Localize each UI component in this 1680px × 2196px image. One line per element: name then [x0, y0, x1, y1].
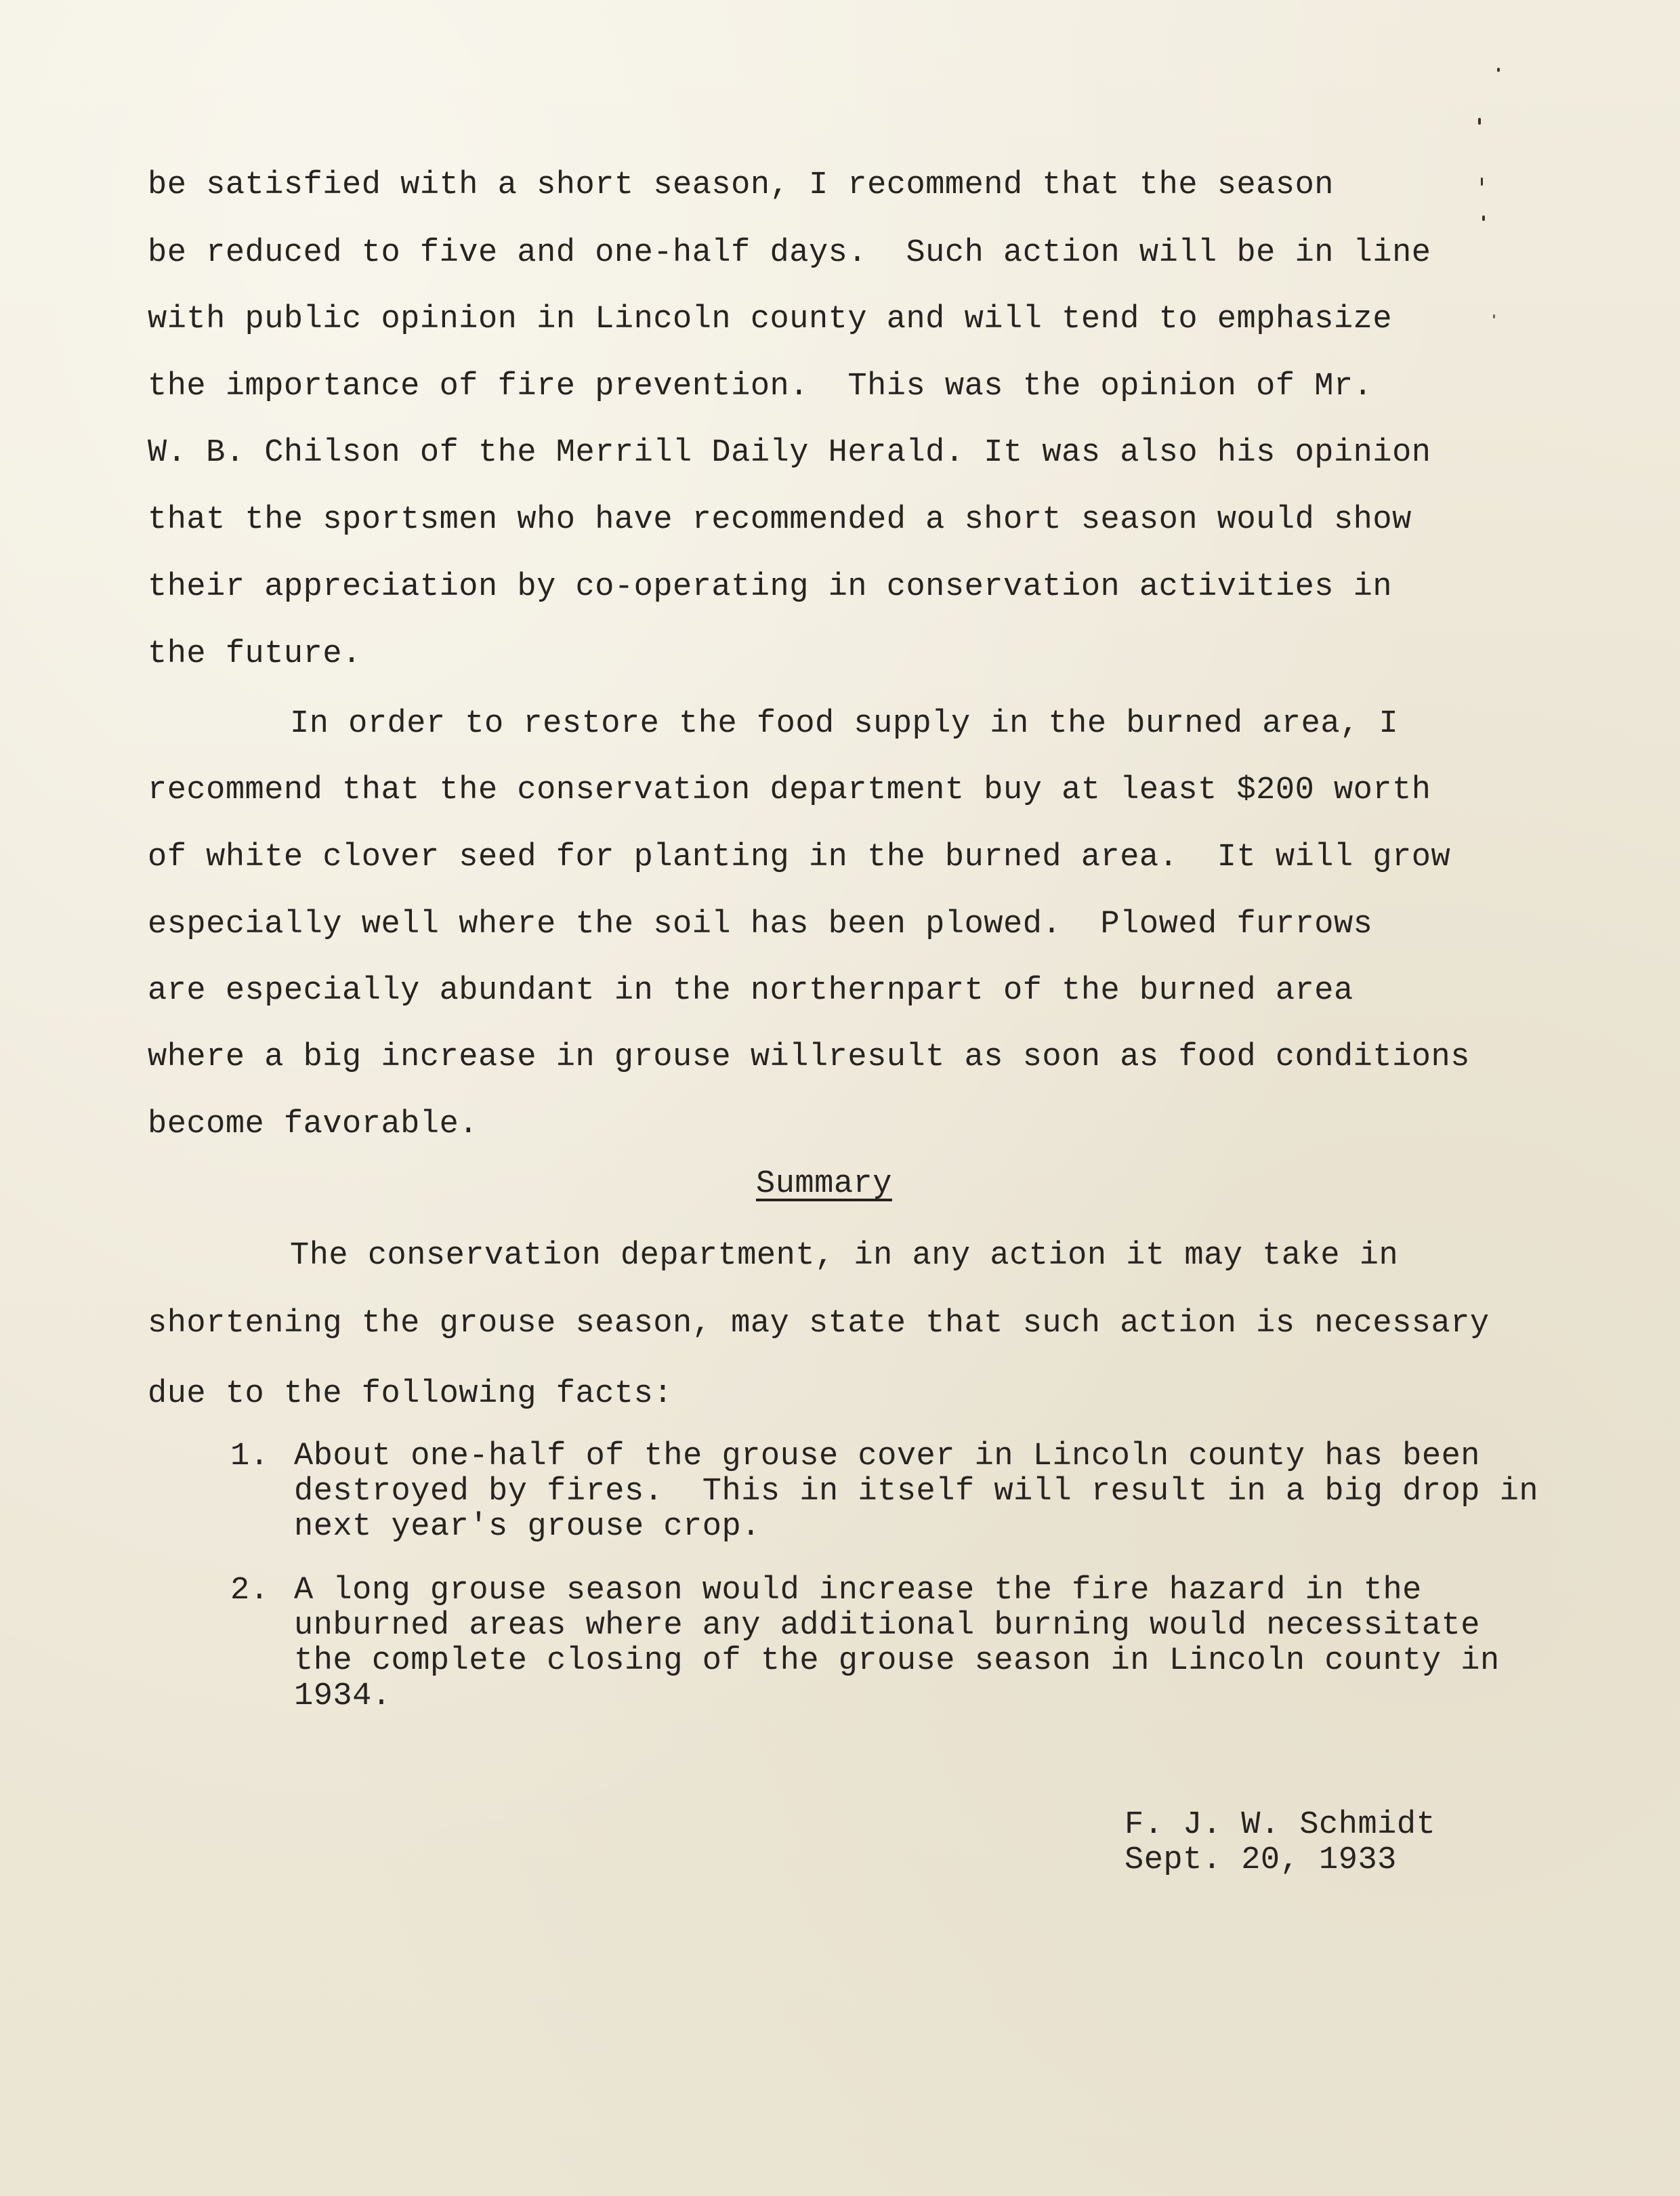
fact-number: 2.: [230, 1573, 270, 1609]
paragraph-line: that the sportsmen who have recommended a short season would show: [148, 502, 1412, 538]
signature-date: Sept. 20, 1933: [1125, 1842, 1397, 1878]
fact-line: A long grouse season would increase the fire hazard in the: [294, 1573, 1422, 1609]
fact-line: unburned areas where any additional burning would necessitate: [294, 1608, 1480, 1644]
paragraph-line: W. B. Chilson of the Merrill Daily Herald. It was also his opinion: [148, 435, 1431, 471]
paragraph-line: the importance of fire prevention. This was the opinion of Mr.: [148, 369, 1373, 405]
paragraph-line: with public opinion in Lincoln county and will tend to emphasize: [148, 302, 1393, 337]
paragraph-line: become favorable.: [148, 1106, 478, 1142]
summary-heading: Summary: [756, 1166, 892, 1202]
paragraph-line: the future.: [148, 636, 362, 672]
paragraph-line: recommend that the conservation department buy at least $200 worth: [148, 772, 1431, 808]
paragraph-line: be satisfied with a short season, I recommend that the season: [148, 167, 1334, 203]
paragraph-line: In order to restore the food supply in the burned area, I: [290, 706, 1399, 742]
paragraph-line: be reduced to five and one-half days. Such action will be in line: [148, 235, 1431, 271]
paragraph-line: where a big increase in grouse willresult as soon as food conditions: [148, 1039, 1470, 1075]
fact-number: 1.: [230, 1438, 270, 1474]
fact-line: destroyed by fires. This in itself will result in a big drop in: [294, 1474, 1539, 1510]
fact-line: next year's grouse crop.: [294, 1509, 761, 1545]
paper-speck: [1478, 118, 1481, 125]
paper-speck: [1493, 314, 1495, 318]
signature-name: F. J. W. Schmidt: [1125, 1807, 1436, 1843]
fact-line: About one-half of the grouse cover in Lincoln county has been: [294, 1438, 1480, 1474]
fact-text: [294, 1573, 1622, 1714]
paper-speck: [1481, 178, 1483, 186]
paragraph-line: of white clover seed for planting in the burned area. It will grow: [148, 840, 1451, 875]
summary-intro-line: due to the following facts:: [148, 1376, 673, 1412]
fact-text: [294, 1439, 1622, 1545]
paper-speck: [1497, 68, 1500, 72]
fact-line: the complete closing of the grouse season in Lincoln county in: [294, 1643, 1500, 1679]
summary-intro-line: The conservation department, in any action it may take in: [290, 1238, 1399, 1274]
summary-intro-line: shortening the grouse season, may state that such action is necessary: [148, 1306, 1490, 1342]
paragraph-line: are especially abundant in the northernpart of the burned area: [148, 973, 1353, 1009]
paragraph-line: their appreciation by co-operating in conservation activities in: [148, 569, 1393, 605]
paper-speck: [1482, 215, 1485, 221]
fact-line: 1934.: [294, 1678, 392, 1714]
paragraph-line: especially well where the soil has been plowed. Plowed furrows: [148, 907, 1373, 942]
